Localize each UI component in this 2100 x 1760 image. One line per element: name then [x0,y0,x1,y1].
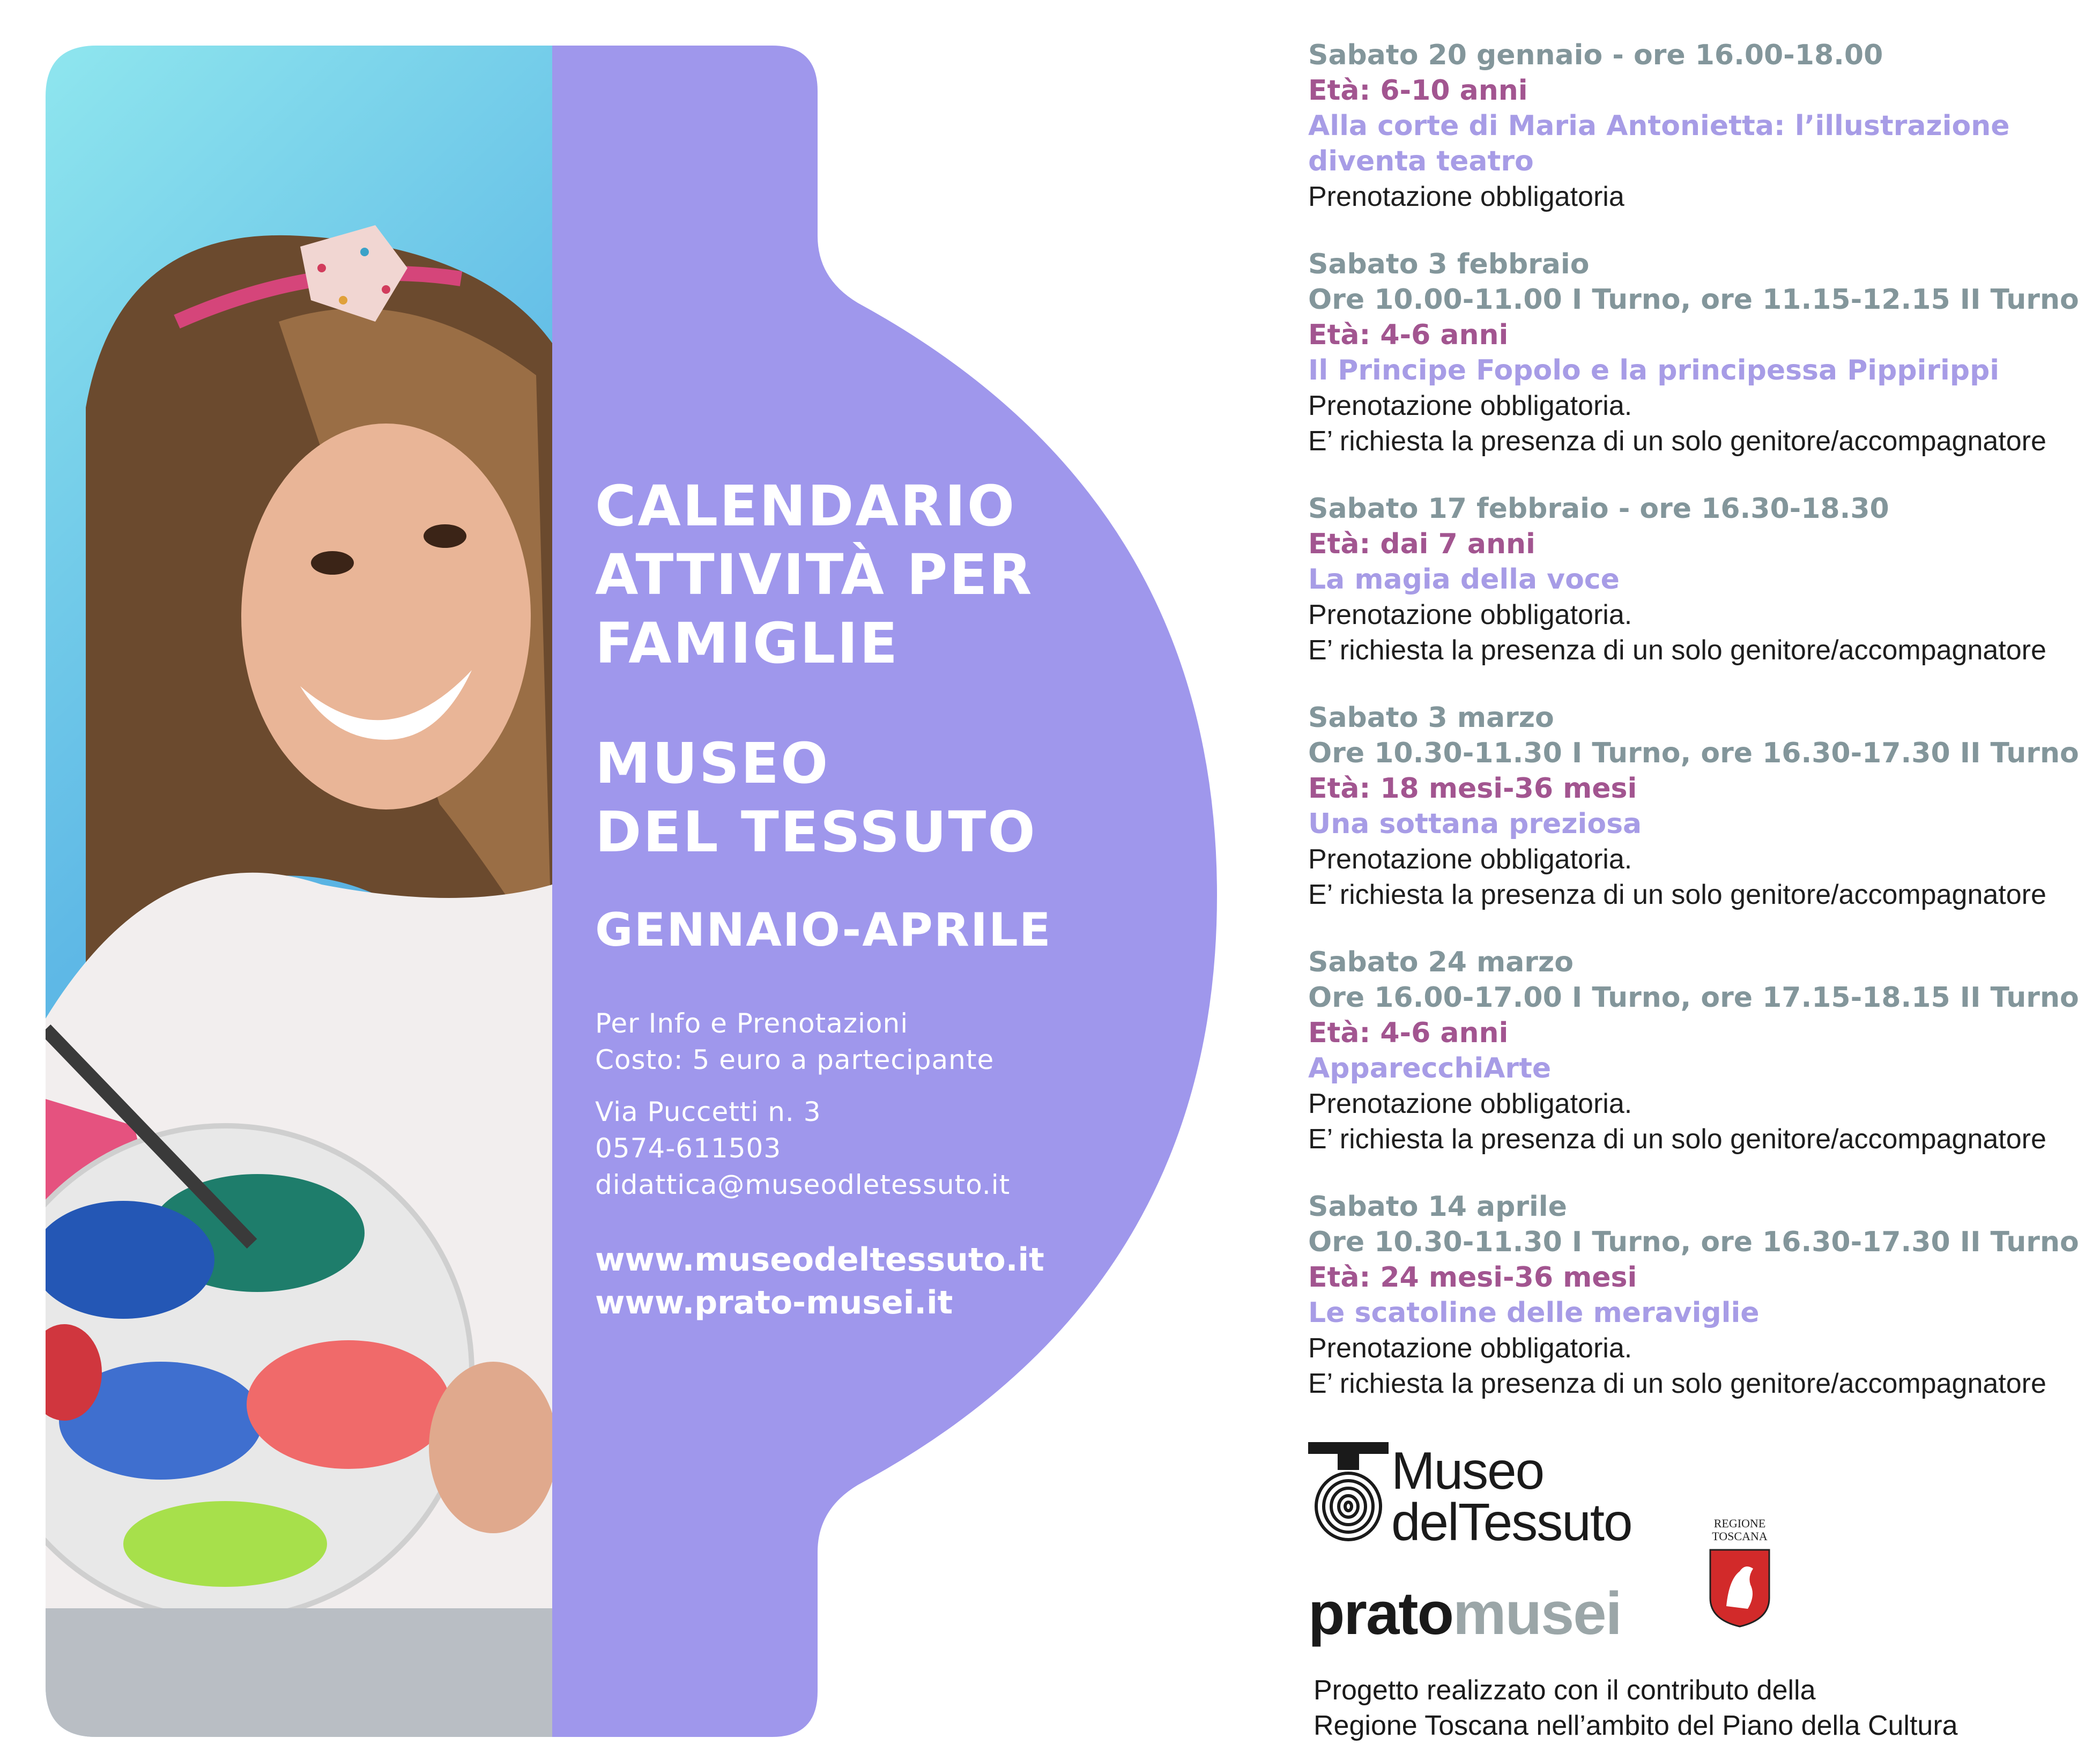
event-title: ApparecchiArte [1308,1052,1552,1085]
event-age: Età: 24 mesi-36 mesi [1308,1261,1637,1294]
credits [1314,1673,1958,1743]
event-age: Età: 4-6 anni [1308,319,1509,351]
event-note: Prenotazione obbligatoria. [1308,1088,1632,1119]
museum-name [595,729,1037,866]
event-date: Sabato 17 febbraio - ore 16.30-18.30 [1308,493,1889,525]
event-age: Età: dai 7 anni [1308,528,1535,560]
tuscany-coat-of-arms-icon [1708,1547,1772,1628]
event-item [1308,1189,2079,1401]
credits-line: Regione Toscana nell’ambito del Piano della Cultura [1314,1710,1958,1741]
email-link[interactable]: didattica@museodletessuto.it [595,1169,1011,1200]
event-item [1308,38,2069,214]
event-age: Età: 6-10 anni [1308,75,1528,107]
website-link[interactable]: www.museodeltessuto.it [595,1241,1044,1279]
calendar-heading [595,472,1033,678]
regione-toscana-logo [1697,1517,1783,1630]
museo-logo-text [1391,1441,1632,1551]
booking-info [595,1005,994,1078]
event-item [1308,945,2079,1157]
regione-line: REGIONE [1713,1517,1766,1530]
period-label: GENNAIO-APRILE [595,903,1052,957]
event-date: Sabato 20 gennaio - ore 16.00-18.00 [1308,39,1883,71]
musei-logo-part: musei [1453,1580,1621,1647]
event-note: E’ richiesta la presenza di un solo genitore/accompagnatore [1308,635,2046,666]
websites [595,1238,1044,1324]
prato-logo-part: prato [1308,1580,1453,1647]
event-time: Ore 16.00-17.00 I Turno, ore 17.15-18.15 II Turno [1308,982,2079,1014]
museum-line: MUSEO [595,731,830,796]
event-title: diventa teatro [1308,145,1534,177]
event-note: Prenotazione obbligatoria. [1308,844,1632,875]
event-time: Ore 10.30-11.30 I Turno, ore 16.30-17.30 II Turno [1308,1226,2079,1258]
heading-line: ATTIVITÀ PER [595,542,1034,607]
events-list [1308,38,2079,1434]
fingerprint-logo-icon [1308,1442,1389,1549]
phone: 0574-611503 [595,1133,782,1164]
contact-info [595,1094,1010,1203]
museum-line: DEL TESSUTO [595,799,1037,865]
event-note: E’ richiesta la presenza di un solo genitore/accompagnatore [1308,1124,2046,1155]
museo-logo-line: delTessuto [1391,1492,1632,1551]
event-item [1308,700,2079,912]
heading-line: FAMIGLIE [595,611,900,676]
event-time: Ore 10.30-11.30 I Turno, ore 16.30-17.30 II Turno [1308,737,2079,769]
event-note: Prenotazione obbligatoria. [1308,390,1632,421]
regione-line: TOSCANA [1712,1529,1768,1543]
event-note: E’ richiesta la presenza di un solo genitore/accompagnatore [1308,1368,2046,1399]
event-note: E’ richiesta la presenza di un solo genitore/accompagnatore [1308,879,2046,910]
event-title: Le scatoline delle meraviglie [1308,1297,1760,1329]
event-date: Sabato 14 aprile [1308,1191,1567,1223]
event-item [1308,247,2079,459]
event-age: Età: 4-6 anni [1308,1017,1509,1049]
credits-line: Progetto realizzato con il contributo della [1314,1675,1816,1706]
event-date: Sabato 3 marzo [1308,702,1554,734]
museo-logo-line: Museo [1391,1441,1544,1500]
info-line: Per Info e Prenotazioni [595,1008,909,1039]
event-title: La magia della voce [1308,563,1620,596]
event-date: Sabato 24 marzo [1308,946,1574,978]
event-note: Prenotazione obbligatoria [1308,181,1624,212]
event-item [1308,491,2069,668]
cost-line: Costo: 5 euro a partecipante [595,1044,995,1075]
event-title: Una sottana preziosa [1308,808,1642,840]
event-time: Ore 10.00-11.00 I Turno, ore 11.15-12.15 II Turno [1308,284,2079,316]
event-note: Prenotazione obbligatoria. [1308,599,1632,630]
event-date: Sabato 3 febbraio [1308,248,1590,280]
purple-panel [552,46,1217,1737]
pratomusei-logo [1308,1581,1621,1646]
website-link[interactable]: www.prato-musei.it [595,1284,953,1321]
event-age: Età: 18 mesi-36 mesi [1308,773,1637,805]
event-note: E’ richiesta la presenza di un solo genitore/accompagnatore [1308,426,2046,457]
heading-line: CALENDARIO [595,473,1016,539]
event-note: Prenotazione obbligatoria. [1308,1333,1632,1364]
child-painting-photo [0,46,558,1737]
address: Via Puccetti n. 3 [595,1096,821,1127]
event-title: Alla corte di Maria Antonietta: l’illustrazione [1308,110,2010,142]
event-title: Il Principe Fopolo e la principessa Pippirippi [1308,354,2000,387]
